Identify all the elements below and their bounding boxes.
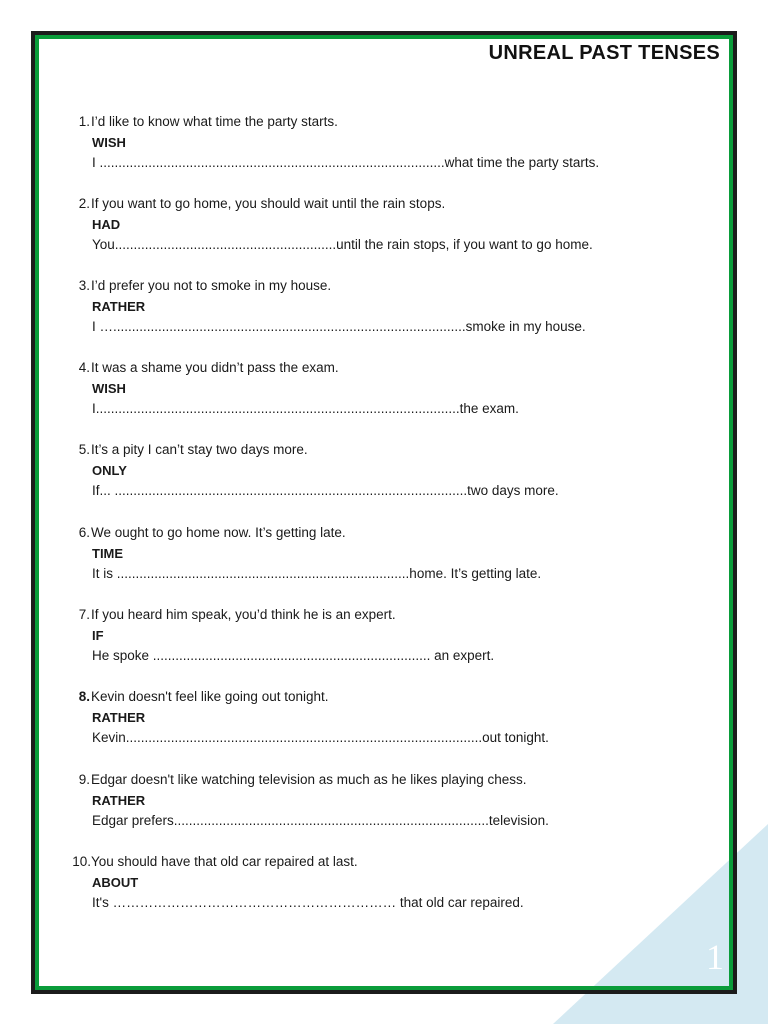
exercise-answer-line: I …..............................................................................................smoke in my house.: [92, 319, 586, 334]
exercise-sentence: We ought to go home now. It’s getting late.: [91, 525, 346, 540]
exercise-number: 1.: [78, 114, 90, 129]
exercise-number: 7.: [78, 607, 90, 622]
exercise-sentence: If you heard him speak, you’d think he is an expert.: [91, 607, 396, 622]
exercise-keyword: WISH: [92, 380, 126, 396]
exercise-number: 6.: [78, 525, 90, 540]
exercise-sentence: It was a shame you didn’t pass the exam.: [91, 360, 339, 375]
exercise-keyword: RATHER: [92, 709, 146, 725]
exercise-7: [62, 605, 702, 667]
page-title: UNREAL PAST TENSES: [488, 42, 720, 64]
exercise-answer-line: It is ..............................................................................home. It’s getting late.: [92, 566, 542, 581]
exercise-answer-line: You...........................................................until the rain stops, if you want to go home.: [92, 237, 593, 252]
exercise-10: [62, 852, 702, 914]
exercise-answer-line: Edgar prefers....................................................................................television.: [92, 813, 549, 828]
exercise-number: 2.: [78, 196, 90, 211]
exercise-9: [62, 770, 702, 832]
exercise-answer-line: I.................................................................................................the exam.: [92, 401, 519, 416]
exercise-number: 5.: [78, 442, 90, 457]
exercise-keyword: ONLY: [92, 462, 127, 478]
exercise-sentence: You should have that old car repaired at last.: [91, 854, 358, 869]
exercise-number: 3.: [78, 278, 90, 293]
exercise-5: [62, 440, 702, 502]
exercise-keyword: RATHER: [92, 792, 146, 808]
exercise-number: 4.: [78, 360, 90, 375]
exercise-answer-line: If... ..............................................................................................two days more.: [92, 483, 559, 498]
exercise-answer-line: I ............................................................................................what time the party starts.: [92, 155, 600, 170]
exercise-keyword: WISH: [92, 134, 126, 150]
exercise-6: [62, 523, 702, 585]
exercise-answer-line: It's ……………………………………………………… that old car repaired.: [92, 895, 524, 910]
exercise-sentence: I’d like to know what time the party starts.: [91, 114, 338, 129]
exercise-answer-line: Kevin...............................................................................................out tonight.: [92, 730, 549, 745]
exercise-keyword: HAD: [92, 216, 121, 232]
exercise-3: [62, 276, 702, 338]
exercise-number: 8.: [78, 689, 90, 704]
exercise-answer-line: He spoke .......................................................................... an expert.: [92, 648, 495, 663]
exercise-sentence: Edgar doesn't like watching television as much as he likes playing chess.: [91, 772, 527, 787]
exercise-sentence: It’s a pity I can’t stay two days more.: [91, 442, 308, 457]
exercise-number: 10.: [72, 854, 91, 869]
exercise-keyword: ABOUT: [92, 874, 139, 890]
exercise-4: [62, 358, 702, 420]
exercise-number: 9.: [78, 772, 90, 787]
page-number: 1: [706, 937, 724, 977]
exercise-sentence: If you want to go home, you should wait until the rain stops.: [91, 196, 446, 211]
exercise-2: [62, 194, 702, 256]
exercise-keyword: IF: [92, 627, 104, 643]
exercise-sentence: I’d prefer you not to smoke in my house.: [91, 278, 332, 293]
page-border: [31, 31, 737, 994]
exercise-keyword: TIME: [92, 545, 124, 561]
exercise-keyword: RATHER: [92, 298, 146, 314]
exercise-8: [62, 687, 702, 749]
exercise-sentence: Kevin doesn't feel like going out tonight.: [91, 689, 329, 704]
exercise-1: [62, 112, 702, 174]
